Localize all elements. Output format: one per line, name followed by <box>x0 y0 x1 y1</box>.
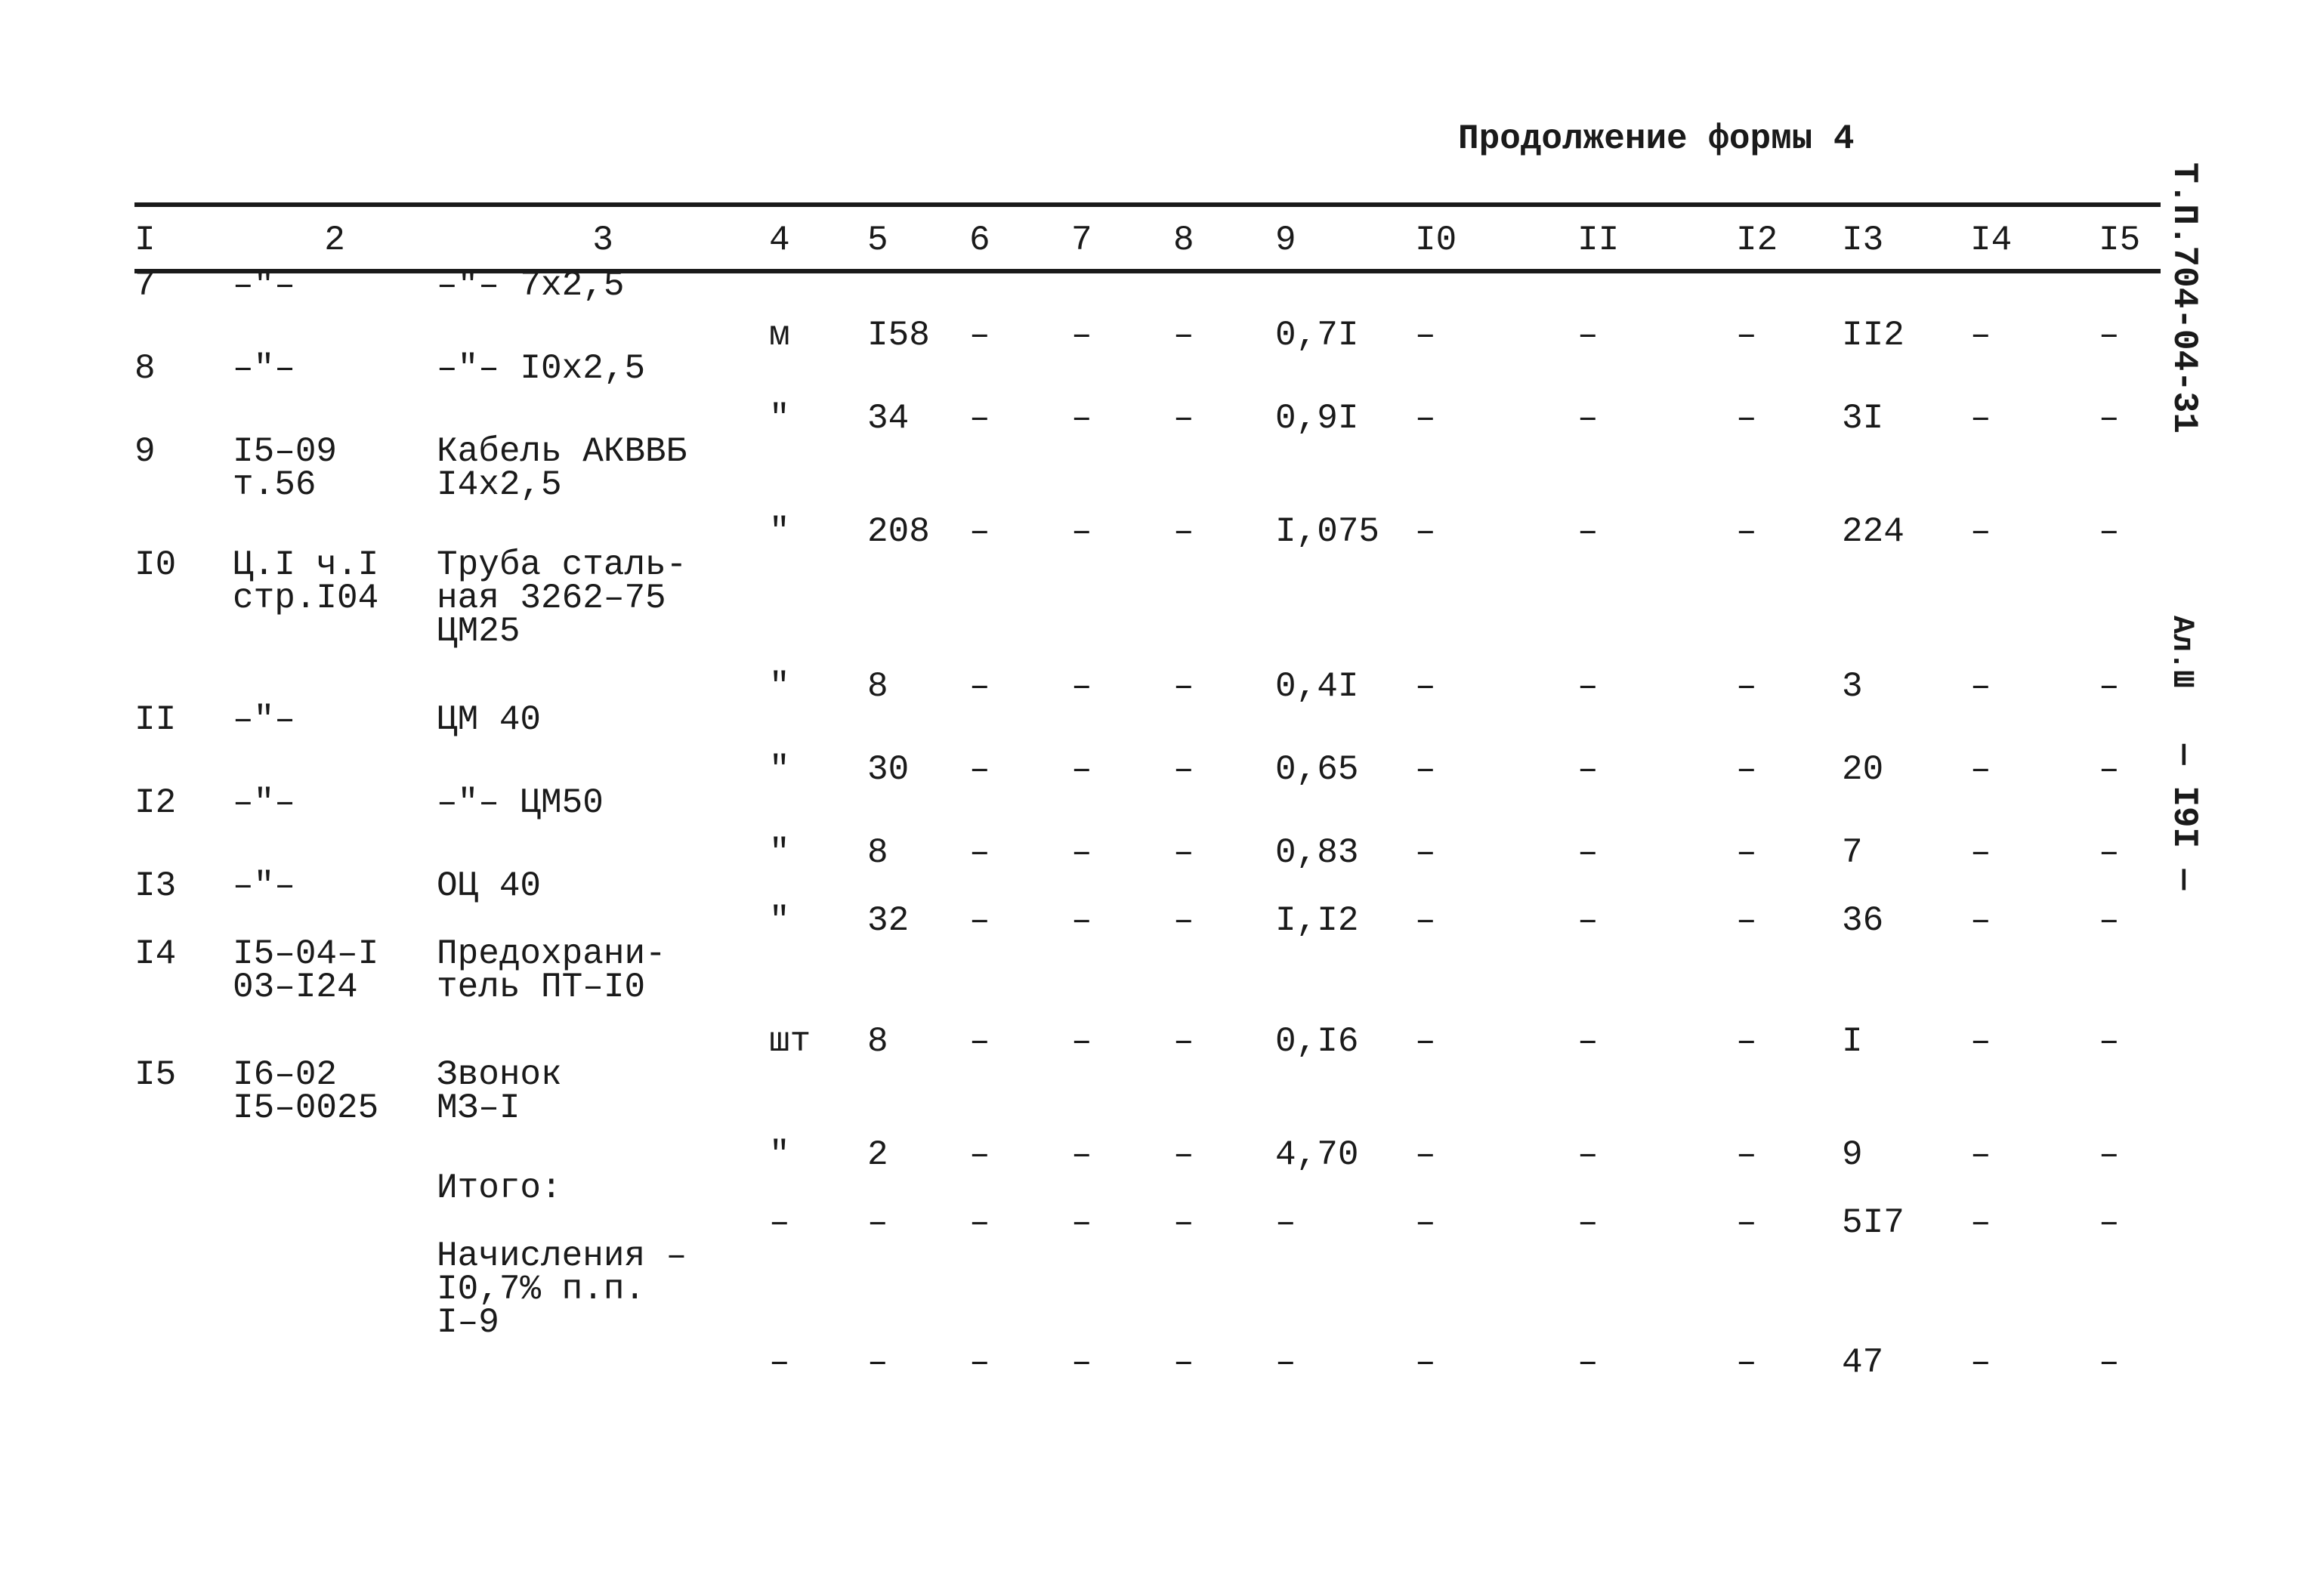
row-number-cell: 8 <box>134 349 156 388</box>
page-number: — I9I — <box>2164 744 2204 891</box>
item-name-cell: ЦМ 40 <box>437 700 542 739</box>
quantity-cell: I58 <box>867 316 930 355</box>
document-code: Т.П.704-04-31 <box>2164 162 2204 434</box>
unit-cost-cell: I,075 <box>1275 512 1380 551</box>
column-header: 7 <box>1071 221 1092 260</box>
col-14-cell: – <box>1970 512 1991 551</box>
col-15-cell: – <box>2099 399 2120 438</box>
col-8-cell: – <box>1173 512 1194 551</box>
col-6-cell: – <box>969 667 990 706</box>
table-row <box>134 1172 2168 1239</box>
col-7-cell: – <box>1071 750 1092 789</box>
unit-cell: – <box>769 1203 790 1243</box>
norm-reference-cell: –"– <box>233 783 295 823</box>
col-10-cell: – <box>1415 901 1436 940</box>
col-11-cell: – <box>1577 1203 1599 1243</box>
unit-cost-cell: 0,9I <box>1275 399 1359 438</box>
col-8-cell: – <box>1173 750 1194 789</box>
col-15-cell: – <box>2099 1203 2120 1243</box>
col-7-cell: – <box>1071 1343 1092 1382</box>
col-12-cell: – <box>1736 399 1757 438</box>
col-12-cell: – <box>1736 1022 1757 1061</box>
table-row <box>134 869 2168 937</box>
col-12-cell: – <box>1736 1135 1757 1175</box>
total-cost-cell: 9 <box>1842 1135 1863 1175</box>
item-name-cell: Звонок МЗ–I <box>437 1055 562 1128</box>
unit-cost-cell: 0,65 <box>1275 750 1359 789</box>
table-row <box>134 352 2168 435</box>
table-row <box>134 269 2168 352</box>
unit-cost-cell: 0,7I <box>1275 316 1359 355</box>
norm-reference-cell: I5–04–I 03–I24 <box>233 934 379 1007</box>
col-10-cell: – <box>1415 1022 1436 1061</box>
unit-cell: м <box>769 316 790 355</box>
col-6-cell: – <box>969 750 990 789</box>
col-8-cell: – <box>1173 1022 1194 1061</box>
col-11-cell: – <box>1577 316 1599 355</box>
col-6-cell: – <box>969 1203 990 1243</box>
table-row <box>134 786 2168 869</box>
col-10-cell: – <box>1415 316 1436 355</box>
table-row <box>134 548 2168 703</box>
quantity-cell: 208 <box>867 512 930 551</box>
col-7-cell: – <box>1071 833 1092 872</box>
row-number-cell: 7 <box>134 266 156 305</box>
col-12-cell: – <box>1736 316 1757 355</box>
col-12-cell: – <box>1736 901 1757 940</box>
norm-reference-cell: Ц.I ч.I стр.I04 <box>233 545 379 618</box>
col-7-cell: – <box>1071 316 1092 355</box>
col-12-cell: – <box>1736 1343 1757 1382</box>
quantity-cell: 8 <box>867 833 888 872</box>
col-7-cell: – <box>1071 512 1092 551</box>
unit-cell: " <box>769 667 790 706</box>
col-8-cell: – <box>1173 399 1194 438</box>
col-14-cell: – <box>1970 1135 1991 1175</box>
total-cost-cell: II2 <box>1842 316 1905 355</box>
norm-reference-cell <box>233 1239 437 1379</box>
norm-reference-cell: –"– <box>233 266 295 305</box>
total-cost-cell: 36 <box>1842 901 1884 940</box>
col-12-cell: – <box>1736 667 1757 706</box>
col-7-cell: – <box>1071 1203 1092 1243</box>
item-name-cell: Предохрани- тель ПТ–I0 <box>437 934 666 1007</box>
column-header: 9 <box>1275 221 1296 260</box>
col-14-cell: – <box>1970 1203 1991 1243</box>
unit-cell: " <box>769 750 790 789</box>
unit-cell: " <box>769 833 790 872</box>
quantity-cell: 32 <box>867 901 910 940</box>
col-11-cell: – <box>1577 1135 1599 1175</box>
unit-cost-cell: 0,4I <box>1275 667 1359 706</box>
col-15-cell: – <box>2099 512 2120 551</box>
col-10-cell: – <box>1415 399 1436 438</box>
row-number-cell: I0 <box>134 545 177 585</box>
column-header: 4 <box>769 221 790 260</box>
total-cost-cell: 20 <box>1842 750 1884 789</box>
item-name-cell: –"– ЦМ50 <box>437 783 604 823</box>
col-6-cell: – <box>969 1343 990 1382</box>
quantity-cell: 8 <box>867 667 888 706</box>
column-header: 6 <box>969 221 990 260</box>
column-header: I3 <box>1842 221 1884 260</box>
column-number-row <box>134 211 2168 269</box>
row-number-cell <box>134 1172 233 1239</box>
table-row <box>134 1058 2168 1172</box>
column-header: 8 <box>1173 221 1194 260</box>
col-11-cell: – <box>1577 399 1599 438</box>
col-7-cell: – <box>1071 1022 1092 1061</box>
norm-reference-cell: I6–02 I5–0025 <box>233 1055 379 1128</box>
col-15-cell: – <box>2099 901 2120 940</box>
col-12-cell: – <box>1736 833 1757 872</box>
norm-reference-cell: I5–09 т.56 <box>233 432 338 505</box>
table-row <box>134 703 2168 786</box>
col-10-cell: – <box>1415 667 1436 706</box>
col-15-cell: – <box>2099 667 2120 706</box>
norm-reference-cell <box>233 1172 437 1239</box>
total-cost-cell: 7 <box>1842 833 1863 872</box>
total-cost-cell: 5I7 <box>1842 1203 1905 1243</box>
total-cost-cell: 47 <box>1842 1343 1884 1382</box>
col-8-cell: – <box>1173 667 1194 706</box>
unit-cost-cell: 0,83 <box>1275 833 1359 872</box>
column-header: I2 <box>1736 221 1778 260</box>
unit-cell: шт <box>769 1022 811 1061</box>
col-15-cell: – <box>2099 1343 2120 1382</box>
col-14-cell: – <box>1970 833 1991 872</box>
item-name-cell: Кабель АКВВБ I4x2,5 <box>437 432 687 505</box>
col-7-cell: – <box>1071 901 1092 940</box>
col-8-cell: – <box>1173 316 1194 355</box>
col-6-cell: – <box>969 512 990 551</box>
norm-reference-cell: –"– <box>233 700 295 739</box>
col-10-cell: – <box>1415 833 1436 872</box>
unit-cost-cell: – <box>1275 1343 1296 1382</box>
item-name-cell: –"– 7x2,5 <box>437 266 625 305</box>
col-14-cell: – <box>1970 316 1991 355</box>
col-14-cell: – <box>1970 667 1991 706</box>
column-header: II <box>1577 221 1620 260</box>
col-15-cell: – <box>2099 1022 2120 1061</box>
row-number-cell: I5 <box>134 1055 177 1094</box>
col-7-cell: – <box>1071 1135 1092 1175</box>
col-6-cell: – <box>969 1022 990 1061</box>
column-header: I4 <box>1970 221 2013 260</box>
unit-cell: " <box>769 1135 790 1175</box>
quantity-cell: – <box>867 1343 888 1382</box>
col-15-cell: – <box>2099 1135 2120 1175</box>
col-10-cell: – <box>1415 1135 1436 1175</box>
unit-cost-cell: 0,I6 <box>1275 1022 1359 1061</box>
col-10-cell: – <box>1415 1203 1436 1243</box>
quantity-cell: – <box>867 1203 888 1243</box>
column-header: I5 <box>2099 221 2141 260</box>
item-name-cell: ОЦ 40 <box>437 866 542 906</box>
col-8-cell: – <box>1173 833 1194 872</box>
total-cost-cell: 3I <box>1842 399 1884 438</box>
col-10-cell: – <box>1415 750 1436 789</box>
col-12-cell: – <box>1736 512 1757 551</box>
item-name-cell: Труба сталь- ная 3262–75 ЦМ25 <box>437 545 687 651</box>
unit-cell: " <box>769 512 790 551</box>
row-number-cell: I4 <box>134 934 177 974</box>
col-7-cell: – <box>1071 399 1092 438</box>
col-6-cell: – <box>969 399 990 438</box>
table-row <box>134 1239 2168 1379</box>
col-8-cell: – <box>1173 1203 1194 1243</box>
col-14-cell: – <box>1970 399 1991 438</box>
unit-cell: " <box>769 399 790 438</box>
unit-cost-cell: 4,70 <box>1275 1135 1359 1175</box>
column-header: 3 <box>592 221 613 260</box>
table-top-rule <box>134 202 2161 207</box>
column-header: I <box>134 221 156 260</box>
col-14-cell: – <box>1970 1022 1991 1061</box>
col-14-cell: – <box>1970 901 1991 940</box>
col-11-cell: – <box>1577 901 1599 940</box>
row-number-cell: I3 <box>134 866 177 906</box>
col-8-cell: – <box>1173 1343 1194 1382</box>
row-number-cell: 9 <box>134 432 156 471</box>
sheet-label: Ал.Ш <box>2164 616 2198 689</box>
norm-reference-cell: –"– <box>233 866 295 906</box>
col-14-cell: – <box>1970 750 1991 789</box>
quantity-cell: 8 <box>867 1022 888 1061</box>
col-10-cell: – <box>1415 512 1436 551</box>
col-6-cell: – <box>969 1135 990 1175</box>
col-8-cell: – <box>1173 1135 1194 1175</box>
col-12-cell: – <box>1736 1203 1757 1243</box>
col-6-cell: – <box>969 833 990 872</box>
unit-cell: – <box>769 1343 790 1382</box>
col-15-cell: – <box>2099 316 2120 355</box>
col-10-cell: – <box>1415 1343 1436 1382</box>
form-continuation-title: Продолжение формы 4 <box>1458 119 1855 159</box>
col-11-cell: – <box>1577 512 1599 551</box>
col-14-cell: – <box>1970 1343 1991 1382</box>
col-11-cell: – <box>1577 1343 1599 1382</box>
quantity-cell: 2 <box>867 1135 888 1175</box>
norm-reference-cell: –"– <box>233 349 295 388</box>
col-6-cell: – <box>969 901 990 940</box>
table-row <box>134 435 2168 548</box>
col-8-cell: – <box>1173 901 1194 940</box>
estimate-table <box>134 211 2168 1382</box>
total-cost-cell: 224 <box>1842 512 1905 551</box>
col-11-cell: – <box>1577 667 1599 706</box>
col-7-cell: – <box>1071 667 1092 706</box>
row-number-cell: I2 <box>134 783 177 823</box>
col-12-cell: – <box>1736 750 1757 789</box>
col-11-cell: – <box>1577 1022 1599 1061</box>
item-name-cell: Итого: <box>437 1168 562 1208</box>
row-number-cell <box>134 1239 233 1379</box>
col-15-cell: – <box>2099 833 2120 872</box>
unit-cell: " <box>769 901 790 940</box>
item-name-cell: Начисления – I0,7% п.п. I–9 <box>437 1236 687 1342</box>
total-cost-cell: I <box>1842 1022 1863 1061</box>
quantity-cell: 34 <box>867 399 910 438</box>
column-header: 5 <box>867 221 888 260</box>
column-header: 2 <box>324 221 345 260</box>
item-name-cell: –"– I0x2,5 <box>437 349 646 388</box>
quantity-cell: 30 <box>867 750 910 789</box>
col-11-cell: – <box>1577 833 1599 872</box>
table-row <box>134 937 2168 1058</box>
unit-cost-cell: – <box>1275 1203 1296 1243</box>
col-6-cell: – <box>969 316 990 355</box>
column-header: I0 <box>1415 221 1457 260</box>
col-11-cell: – <box>1577 750 1599 789</box>
row-number-cell: II <box>134 700 177 739</box>
col-15-cell: – <box>2099 750 2120 789</box>
total-cost-cell: 3 <box>1842 667 1863 706</box>
unit-cost-cell: I,I2 <box>1275 901 1359 940</box>
